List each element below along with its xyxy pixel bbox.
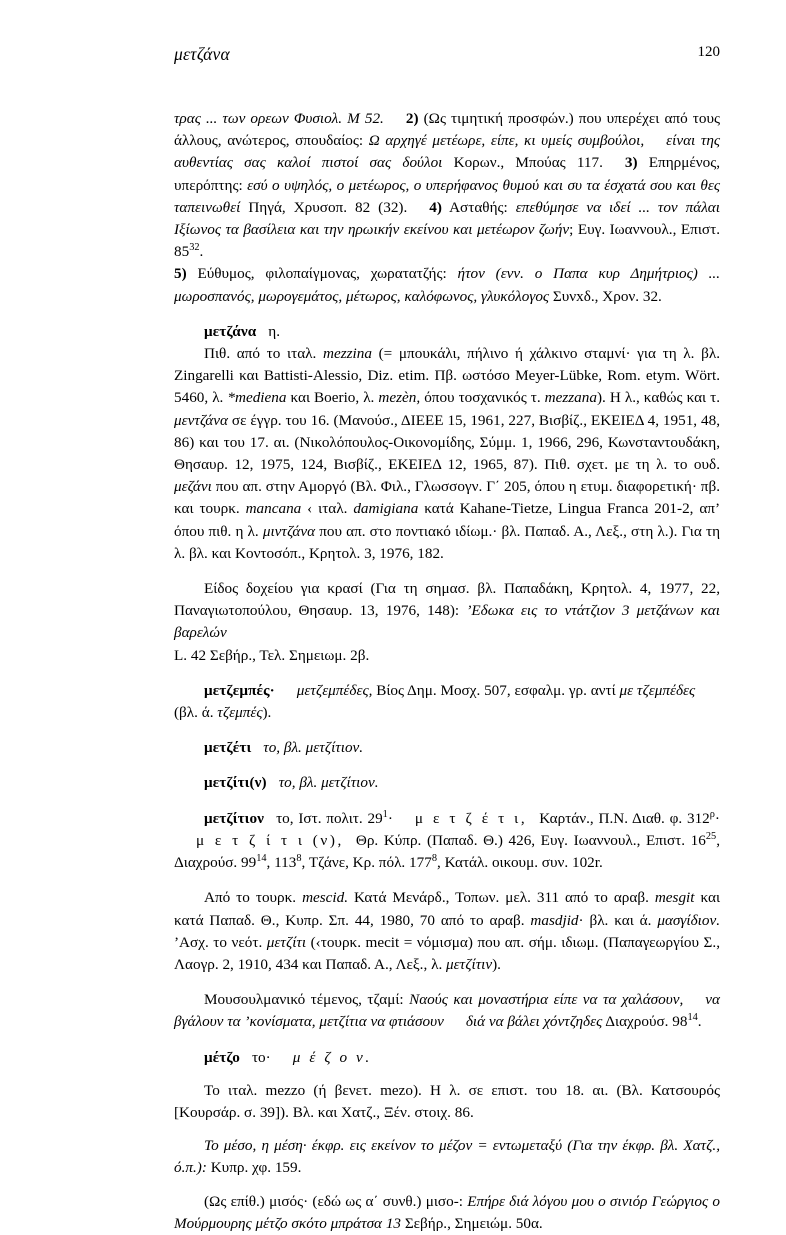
sense-number-2: 2) xyxy=(405,110,419,127)
sense-4-source-end: . xyxy=(199,243,204,261)
entry-metzo-sense-2 xyxy=(174,1191,720,1235)
sense-4-definition: Ασταθής: xyxy=(449,198,508,216)
metzition-definition-source: Διαχρούσ. 98 xyxy=(605,1013,688,1031)
headword-metzana-gram: η. xyxy=(268,322,281,340)
sense-2-definition: (Ως τιμητική προσφών.) που υπερέχει από τους άλλους, ανώτερος, σπουδαίος: xyxy=(174,110,720,150)
metzempes-crossref-label: (βλ. ά. xyxy=(174,704,214,722)
metzition-source-7: , Κατάλ. οικουμ. συν. 102r. xyxy=(436,854,603,872)
metzition-etym-masdjid: masdjid xyxy=(530,911,579,929)
metzition-etym-mesgit: mesgit xyxy=(654,889,695,907)
metzition-source-6: , Τζάνε, Κρ. πόλ. 177 xyxy=(301,854,432,872)
sense-3-source: Πηγά, Χρυσοπ. 82 (32). xyxy=(248,198,408,216)
headword-metzana: μετζάνα xyxy=(204,322,257,340)
metzeti-end: . xyxy=(359,739,364,757)
entry-metzeti xyxy=(174,737,720,759)
metzition-sup-6: 8 xyxy=(431,853,437,865)
headword-metzempes: μετζεμπές· xyxy=(204,681,275,699)
metzition-quote-3: διά να βάλει χόντζηδες xyxy=(465,1013,603,1031)
metzition-sup-5: 8 xyxy=(296,853,302,865)
etym-mancana: mancana xyxy=(245,500,302,518)
entry-metzo-sense-1 xyxy=(174,1135,720,1179)
metzempes-crossref: τζεμπές xyxy=(217,704,263,722)
sense-5-definition: Εύθυμος, φιλοπαίγμονας, χωρατατζής: xyxy=(197,265,447,283)
metzition-variant-metziti: μ ε τ ζ ί τ ι (ν), xyxy=(196,831,344,849)
metzempes-source-note: Βίος Δημ. Μοσχ. 507, εσφαλμ. γρ. αντί xyxy=(376,681,616,699)
etym-tuscan: όπου τοσχανικός τ. xyxy=(424,389,541,407)
metzition-etym-dialect-note: (‹τουρκ. mecit = νόμισμα) που απ. σήμ. ιδιωμ. (Παπαγεωργίου Σ., Λαογρ. 2, 1910, 434 και Παπαδ. Α., Λεξ., λ. xyxy=(174,933,720,973)
metzition-source-4: , Διαχρούσ. 99 xyxy=(174,831,720,872)
metzo-sense-1-text: Το μέσο, η μέση· έκφρ. εις εκείνον το μέζον = εντωμεταξύ (Για την έκφρ. βλ. Χατζ., ό.π.): xyxy=(174,1137,720,1177)
sense-3-quote: εσύ ο υψηλός, ο μετέωρος, ο υπερήφανος θυμού και συ τα έσχατά σου και θες ταπεινωθεί xyxy=(174,176,721,216)
metzition-quote-1: Ναούς και μοναστήρια είπε να τα χαλάσουν, xyxy=(409,991,684,1009)
definition-quote: ’Εδωκα εις το ντάτζιον 3 μετζάνων και βαρελών xyxy=(174,602,720,642)
etym-gloss: (= μπουκάλι, πήλινο ή χάλκινο σταμνί· για τη λ. βλ. Zingarelli και Battisti-Alessio, Diz. etim. Πβ. ωστόσο Meyer-Lübke, Rom. etym. Wört. 5460, λ. xyxy=(174,345,721,407)
metzition-sep-1: · xyxy=(387,809,393,827)
metzempes-plural-form: μετζεμπέδες, xyxy=(296,681,373,699)
headword-metzition: μετζίτιον xyxy=(204,809,265,827)
dictionary-body xyxy=(174,108,720,1235)
metzition-sup-1: 1 xyxy=(382,808,388,820)
metzition-source-2: Καρτάν., Π.Ν. Διαθ. φ. 312 xyxy=(539,809,710,827)
sense-4-quote: επεθύμησε να ιδεί ... τον πάλαι Ιξίωνος τα βασίλεια και την ηρωικήν εκείνου και μετέωρον ζωήν xyxy=(174,198,720,239)
sense-number-5: 5) xyxy=(174,265,187,283)
etym-from-italian: ‹ ιταλ. xyxy=(307,500,348,518)
entry-metzo-etymology xyxy=(174,1080,720,1124)
running-head-word: μετζάνα xyxy=(174,44,230,64)
metzition-sep-2: · xyxy=(714,809,720,827)
sense-1-tail: τρας ... των ορεων Φυσιολ. Μ 52. xyxy=(174,110,384,127)
metzition-etym-menardos: Κατά Μενάρδ., Τοπων. μελ. 311 από το αραβ. xyxy=(354,889,649,907)
metzition-etym-crossref-label: · βλ. και ά. xyxy=(578,911,652,929)
sense-5-quote: ήτον (ενν. ο Παπα κυρ Δημήτριος) ... μωροσπανός, μωρογεμάτος, μέτωρος, καλόφωνος, γλυκόλογος xyxy=(174,265,721,305)
metzempes-crossref-end: ). xyxy=(262,704,272,722)
sense-4-source: Ευγ. Ιωαννουλ., Επιστ. 85 xyxy=(174,221,720,261)
metzo-sense-1-source: Κυπρ. χφ. 159. xyxy=(210,1159,302,1177)
metzo-sense-2-text: (Ως επίθ.) μισός· (εδώ ως α΄ συνθ.) μισο-: xyxy=(204,1192,463,1210)
metzo-sense-2-source: Σεβήρ., Σημειώμ. 50α. xyxy=(404,1214,543,1232)
metzition-definition-source-sup: 14 xyxy=(687,1012,698,1024)
sense-4-semicolon: ; xyxy=(569,221,574,239)
metzition-definition-source-end: . xyxy=(697,1013,702,1031)
sense-2-source: Κορων., Μπούας 117. xyxy=(453,154,603,172)
etym-pontic: που απ. στο ποντιακό ιδίωμ.· βλ. Παπαδ. Α., Λεξ., στη λ.). Για τη λ. βλ. και Κοντοσόπ., Κρητολ. 3, 1976, 182. xyxy=(174,522,721,562)
metziti-crossref: μετζίτιον xyxy=(321,774,375,792)
metzeti-gram-crossref-label: το, βλ. xyxy=(263,739,302,757)
entry-metzo-head xyxy=(174,1047,720,1069)
sense-number-3: 3) xyxy=(624,154,638,172)
etym-mentzana: μεντζάνα xyxy=(174,411,228,429)
entry-metzition-definition xyxy=(174,989,720,1033)
metzition-etym-neoteric: ’Ασχ. το νεότ. xyxy=(174,933,263,951)
metzition-etym-mescid: mescid. xyxy=(302,889,349,907)
entry-metzana-definition xyxy=(174,578,720,667)
running-head xyxy=(174,0,720,90)
etym-references: σε έγγρ. του 16. (Μανούσ., ΔΙΕΕΕ 15, 1961, 227, Βισβίζ., ΕΚΕΙΕΔ 4, 1951, 48, 86) και του 17. αι. (Νικολόπουλος-Οικονομίδης, Σύμμ. 1, 1966, 296, Κωνσταντουδάκη, Θησαυρ. 12, 1975, 124, Βισβίζ., ΕΚΕΙΕΔ 12, 1965, 87). Πιθ. σχετ. με τη λ. το ουδ. xyxy=(174,411,721,474)
metzo-etym-text: Το ιταλ. mezzo (ή βενετ. mezo). Η λ. σε επιστ. του 18. αι. (Βλ. Κατσουρός [Κουρσάρ. σ. 39]). Βλ. και Χατζ., Ξέν. στοιχ. 86. xyxy=(174,1081,720,1121)
metzition-gram-source: το, Ιστ. πολιτ. 29 xyxy=(276,809,383,827)
definition-text: Είδος δοχείου για κρασί (Για τη σημασ. βλ. Παπαδάκη, Κρητολ. 4, 1977, 22, Παναγιωτοπούλου, Θησαυρ. 13, 1976, 148): xyxy=(174,580,720,620)
etym-intro: Πιθ. από το ιταλ. xyxy=(204,345,317,363)
entry-metzana-head xyxy=(174,321,720,343)
entry-metzition-etymology xyxy=(174,887,720,976)
metzition-source-5: , 113 xyxy=(266,854,297,872)
metzition-etym-metzitin: μετζίτιν xyxy=(446,955,493,973)
metzition-source-3: Θρ. Κύπρ. (Παπαδ. Θ.) 426, Ευγ. Ιωαννουλ., Επιστ. 16 xyxy=(355,831,706,849)
metzition-sup-2: ρ xyxy=(709,808,715,820)
sense-2-quote: Ω αρχηγέ μετέωρε, είπε, κι υμείς συμβούλοι, xyxy=(368,132,645,150)
metziti-end: . xyxy=(374,774,379,792)
etym-mezzana: mezzana xyxy=(544,389,597,407)
sense-3-definition: Επηρμένος, υπερόπτης: xyxy=(174,154,721,194)
metziti-gram-crossref-label: το, βλ. xyxy=(278,774,318,792)
metzition-sup-3: 25 xyxy=(705,830,717,842)
definition-source: L. 42 Σεβήρ., Τελ. Σημειωμ. 2β. xyxy=(174,646,370,664)
continued-senses-paragraph xyxy=(174,108,720,308)
etym-boerio: και Boerio, λ. xyxy=(290,389,375,407)
page-number: 120 xyxy=(697,44,720,60)
headword-metzo: μέτζο xyxy=(204,1048,240,1066)
etym-italian-form: mezzina xyxy=(323,345,372,363)
etym-mezen: mezèn, xyxy=(378,389,421,407)
metzition-variant-metzeti: μ ε τ ζ έ τ ι, xyxy=(414,809,528,827)
headword-metzeti: μετζέτι xyxy=(204,739,252,757)
etym-mintzana: μιντζάνα xyxy=(262,522,316,540)
metzition-etym-metziti: μετζίτι xyxy=(266,933,307,951)
metzo-gram: το· xyxy=(251,1048,271,1066)
metzition-etym-masgidion: μασγίδιον. xyxy=(657,911,721,929)
entry-metzempes xyxy=(174,680,720,724)
metzition-definition-text: Μουσουλμανικό τέμενος, τζαμί: xyxy=(204,991,404,1009)
sense-number-4: 4) xyxy=(429,198,442,216)
etym-attestation-intro: ). Η λ., καθώς και τ. xyxy=(596,389,721,407)
metzition-etym-intro: Από το τουρκ. xyxy=(204,889,297,907)
metzition-etym-end: ). xyxy=(492,955,501,973)
sense-4-source-superscript: 32 xyxy=(189,242,200,254)
metzition-sup-4: 14 xyxy=(256,853,267,865)
entry-metziti xyxy=(174,772,720,794)
etym-mezani: μεζάνι xyxy=(174,478,212,496)
sense-2-quote-cont: είναι της αυθεντίας σας καλοί πιστοί σας δούλοι xyxy=(174,132,721,172)
etym-kahane: κατά Kahane-Tietze, Lingua Franca 201-2, απ’ όπου πιθ. η λ. xyxy=(174,500,721,540)
etym-amorgos: που απ. στην Αμοργό (Βλ. Φιλ., Γλωσσογν. Γ΄ 205, όπου η ετυμ. διαφορετική· πβ. και τουρκ. xyxy=(174,478,720,518)
metzeti-crossref: μετζίτιον xyxy=(305,739,360,757)
metzempes-correct-form: με τζεμπέδες xyxy=(619,681,696,699)
entry-metzition-head xyxy=(174,808,720,875)
metzition-quote-2: να βγάλουν τα ’κονίσματα, μετζίτια να φτιάσουν xyxy=(174,991,720,1031)
etym-damigiana: damigiana xyxy=(353,500,419,518)
sense-5-source: Συνxδ., Χρον. 32. xyxy=(552,287,662,305)
headword-metziti: μετζίτι(ν) xyxy=(204,774,267,792)
page-content-column xyxy=(174,0,720,1235)
etym-mediena: *mediena xyxy=(227,389,287,407)
metzo-variant-mezon: μ έ ζ ο ν. xyxy=(292,1048,372,1066)
entry-metzana-etymology xyxy=(174,343,720,565)
metzo-sense-2-quote: Επήρε διά λόγου μου ο σινιόρ Γεώργιος ο Μούρμουρης μέτζο σκότο μπράτσα 13 xyxy=(174,1192,721,1232)
metzition-etym-papad: και κατά Παπαδ. Θ., Κυπρ. Σπ. 44, 1980, 70 από το αραβ. xyxy=(174,889,721,929)
